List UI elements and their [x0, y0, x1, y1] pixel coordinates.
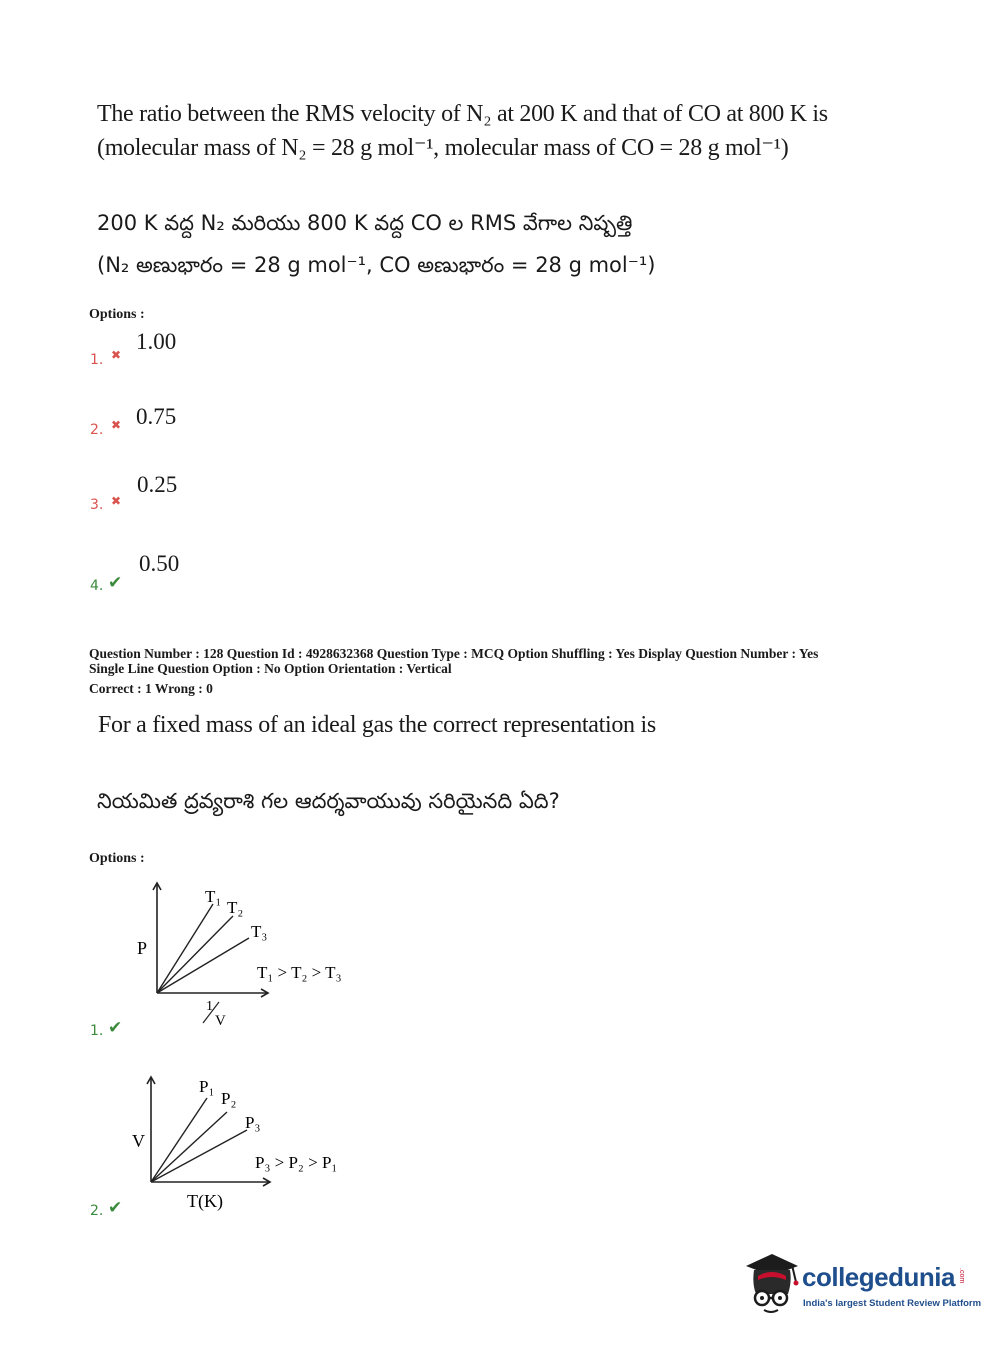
option-2-value: 0.75: [136, 404, 177, 429]
option-1-number: 1.: [90, 352, 104, 368]
question-128-score: Correct : 1 Wrong : 0: [89, 681, 213, 696]
options-label-128: Options :: [89, 851, 145, 866]
question-127-te-line2: (N₂ అణుభారం = 28 g mol⁻¹, CO అణుభారం = 28 g mol⁻¹): [97, 253, 656, 277]
line-label-p1: P₁: [199, 1077, 215, 1096]
brand-name: collegedunia: [802, 1262, 955, 1292]
graph-p-vs-inverse-v: [125, 878, 365, 1028]
collegedunia-mascot-logo: [740, 1250, 804, 1316]
question-127-en-line2: (molecular mass of N₂ = 28 g mol⁻¹, molecular mass of CO = 28 g mol⁻¹): [97, 135, 789, 161]
option-1-value: 1.00: [136, 329, 177, 354]
isobar-p1-line: [151, 1098, 207, 1182]
line-label-t1: T₁: [205, 887, 222, 906]
check-mark-icon: ✔: [108, 1198, 123, 1217]
line-label-t3: T₃: [251, 922, 268, 941]
question-127-te-line1: 200 K వద్ద N₂ మరియు 800 K వద్ద CO ల RMS వేగాల నిష్పత్తి: [97, 211, 633, 235]
wrong-mark-icon: ✖: [111, 494, 122, 508]
option-4-value: 0.50: [139, 551, 180, 576]
y-axis-label: V: [132, 1131, 145, 1151]
check-mark-icon: ✔: [108, 1018, 123, 1037]
question-128-te-line1: నియమిత ద్రవ్యరాశి గల ఆదర్శవాయువు సరియైనది ఏది?: [97, 789, 560, 813]
isotherm-t1-line: [157, 904, 213, 993]
question-127-en-line1: The ratio between the RMS velocity of N₂ at 200 K and that of CO at 800 K is: [97, 101, 828, 127]
wrong-mark-icon: ✖: [111, 418, 122, 432]
graph-option-1-number: 1.: [90, 1023, 104, 1039]
options-label-127: Options :: [89, 307, 145, 322]
graph-option-2-number: 2.: [90, 1203, 104, 1219]
x-axis-label: T(K): [187, 1191, 223, 1211]
y-axis-label: P: [137, 938, 148, 958]
option-4-number: 4.: [90, 578, 104, 594]
check-mark-icon: ✔: [108, 573, 123, 592]
line-label-t2: T₂: [227, 898, 244, 917]
brand-suffix: .com: [958, 1268, 965, 1284]
temperature-relation: T₁ > T₂ > T₃: [257, 963, 342, 982]
question-128-meta-line2: Single Line Question Option : No Option Orientation : Vertical: [89, 661, 452, 676]
x-axis-label-numerator: 1: [206, 999, 213, 1014]
option-3-number: 3.: [90, 497, 104, 513]
line-label-p3: P₃: [245, 1113, 261, 1132]
pressure-relation: P₃ > P₂ > P₁: [255, 1153, 338, 1172]
question-128-meta-line1: Question Number : 128 Question Id : 4928632368 Question Type : MCQ Option Shuffling : Yes Display Question Number : Yes: [89, 646, 819, 661]
option-2-number: 2.: [90, 422, 104, 438]
wrong-mark-icon: ✖: [111, 348, 122, 362]
graph-v-vs-t: [125, 1068, 365, 1213]
brand-tagline: India's largest Student Review Platform: [803, 1298, 982, 1309]
option-3-value: 0.25: [137, 472, 178, 497]
x-axis-label-denominator: V: [215, 1013, 226, 1028]
line-label-p2: P₂: [221, 1089, 237, 1108]
question-128-en-line1: For a fixed mass of an ideal gas the correct representation is: [98, 712, 656, 738]
